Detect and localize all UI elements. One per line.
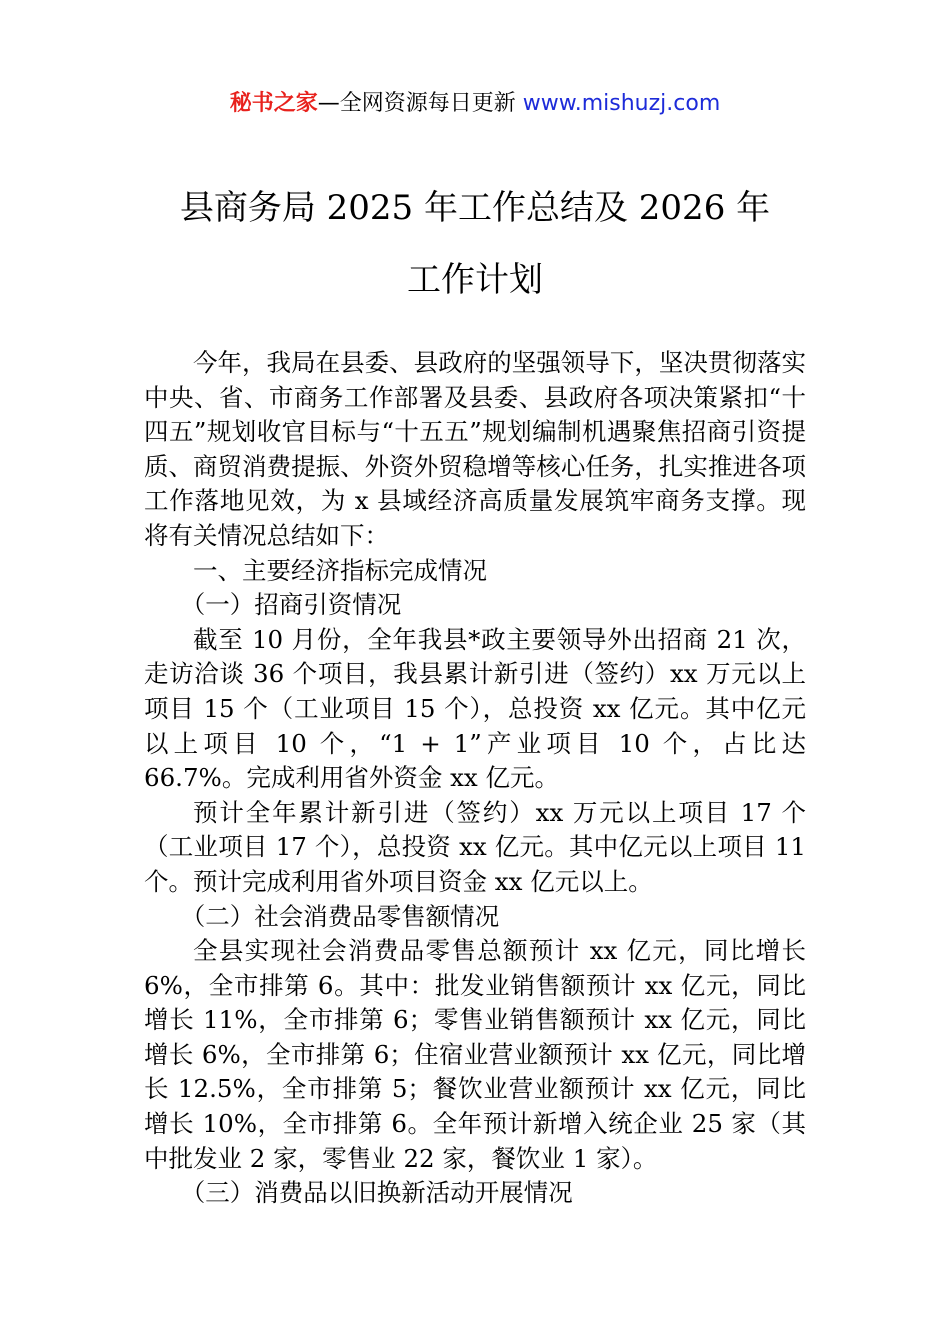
- paragraph-intro: 今年，我局在县委、县政府的坚强领导下，坚决贯彻落实中央、省、市商务工作部署及县委、县政府各项决策紧扣“十四五”规划收官目标与“十五五”规划编制机遇聚焦招商引资提质、商贸消费提振、外资外贸稳增等核心任务，扎实推进各项工作落地见效，为 x 县域经济高质量发展筑牢商务支撑。现将有关情况总结如下：: [144, 348, 806, 550]
- section-heading-1: 一、主要经济指标完成情况: [193, 555, 487, 585]
- document-title-line-1: 县商务局 2025 年工作总结及 2026 年: [179, 188, 771, 228]
- subsection-heading-1: （一）招商引资情况: [180, 590, 402, 620]
- paragraph-investment: 截至 10 月份，全年我县*政主要领导外出招商 21 次，走访洽谈 36 个项目，我县累计新引进（签约）xx 万元以上项目 15 个（工业项目 15 个），总投资 xx 亿元。其中亿元以上项目 10 个，“1 + 1”产业项目 10 个，占比达 66.7%。完成利用省外资金 xx 亿元。: [144, 624, 806, 793]
- site-tagline: —全网资源每日更新: [317, 91, 523, 116]
- paragraph-retail-sales: 全县实现社会消费品零售总额预计 xx 亿元，同比增长 6%，全市排第 6。其中：批发业销售额预计 xx 亿元，同比增长 11%，全市排第 6；零售业销售额预计 xx 亿元，同比增长 6%，全市排第 6；住宿业营业额预计 xx 亿元，同比增长 12.5%，全市排第 5；餐饮业营业额预计 xx 亿元，同比增长 10%，全市排第 6。全年预计新增入统企业 25 家（其中批发业 2 家，零售业 22 家，餐饮业 1 家）。: [144, 936, 806, 1173]
- subsection-heading-3: （三）消费品以旧换新活动开展情况: [180, 1178, 573, 1208]
- site-header: [0, 88, 950, 120]
- paragraph-investment-forecast: 预计全年累计新引进（签约）xx 万元以上项目 17 个（工业项目 17 个），总投资 xx 亿元。其中亿元以上项目 11 个。预计完成利用省外项目资金 xx 亿元以上。: [144, 797, 806, 896]
- site-url-link[interactable]: www.mishuzj.com: [522, 91, 721, 116]
- site-brand: 秘书之家: [229, 91, 318, 116]
- document-title-line-2: 工作计划: [407, 260, 543, 300]
- subsection-heading-2: （二）社会消费品零售额情况: [180, 901, 500, 931]
- document-body: [144, 346, 806, 1211]
